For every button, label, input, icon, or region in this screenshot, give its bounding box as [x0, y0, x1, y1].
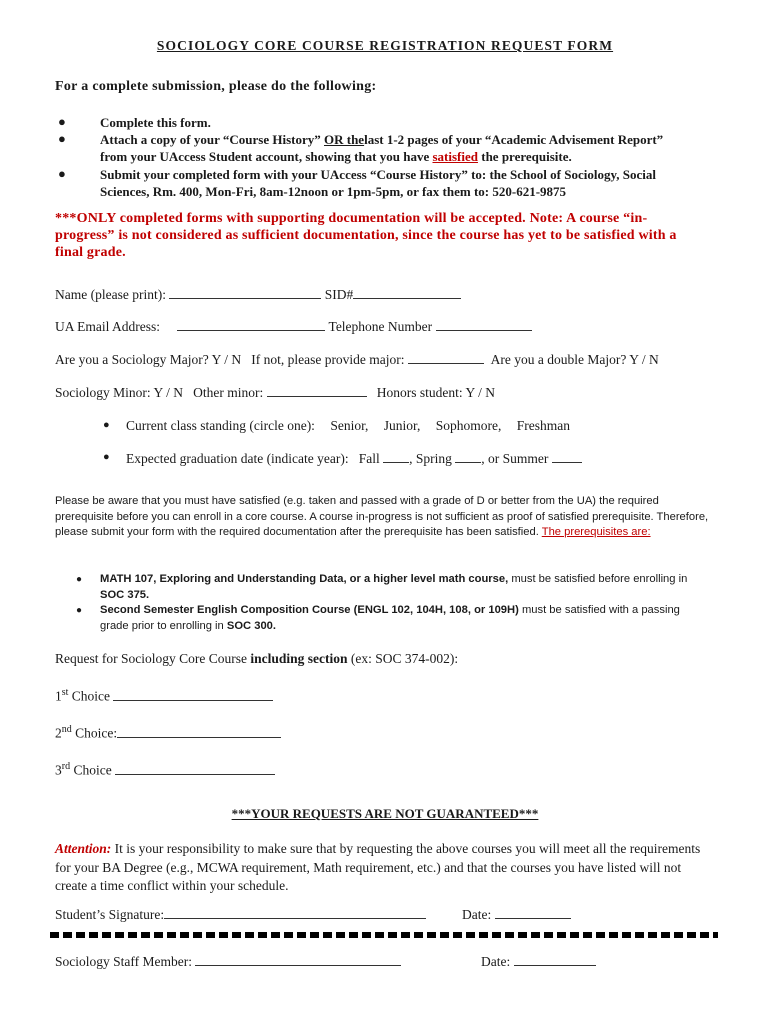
- step-3-line1: Submit your completed form with your UAccess “Course History” to: the School of Sociology, Social: [100, 167, 656, 182]
- standing-sophomore[interactable]: Sophomore,: [435, 418, 502, 433]
- step-2-text-b: last 1-2 pages of your “Academic Advisement Report”: [364, 132, 664, 147]
- intro-heading: For a complete submission, please do the following:: [55, 79, 377, 94]
- notice-red: The prerequisites are:: [541, 526, 651, 538]
- notice-text: Please be aware that you must have satisfied (e.g. taken and passed with a grade of D or better from the UA) the required prerequisite before you can enroll in a core course. A course in-progress is not sufficient as proof of satisfied prerequisite. Therefore, please submit your form with the required documentation after the prerequisite has been satisfied.: [55, 495, 709, 538]
- step-2-text: Attach a copy of your “Course History”: [100, 132, 324, 147]
- choice-2: [55, 724, 281, 742]
- step-2: [100, 131, 663, 165]
- other-major-field[interactable]: [408, 351, 484, 364]
- minor-question: Sociology Minor: Y / N: [55, 385, 183, 400]
- summer-label: , or Summer: [481, 451, 549, 466]
- choice-2-num: 2: [55, 725, 62, 741]
- staff-field[interactable]: [195, 953, 401, 966]
- step-2-line2-end: the prerequisite.: [477, 149, 572, 164]
- honors-question: Honors student: Y / N: [376, 385, 495, 400]
- choice-3: [55, 761, 275, 779]
- sid-label: SID#: [324, 287, 354, 302]
- student-signature-row: [55, 906, 426, 923]
- email-label: UA Email Address:: [55, 319, 160, 334]
- choice-1-num: 1: [55, 688, 62, 704]
- step-3-line2: Sciences, Rm. 400, Mon-Fri, 8am-12noon or 1pm-5pm, or fax them to: 520-621-9875: [100, 184, 567, 199]
- student-date-field[interactable]: [495, 906, 571, 919]
- attention-note: [55, 840, 715, 896]
- student-date-row: [462, 906, 571, 923]
- fall-label: Fall: [358, 451, 380, 466]
- summer-field[interactable]: [552, 450, 582, 463]
- grad-row: [126, 450, 582, 467]
- bullet-icon: ●: [76, 574, 83, 585]
- grad-label: Expected graduation date (indicate year):: [126, 451, 349, 466]
- phone-field[interactable]: [436, 318, 532, 331]
- not-guaranteed-notice: ***YOUR REQUESTS ARE NOT GUARANTEED***: [231, 806, 539, 821]
- name-field[interactable]: [169, 286, 321, 299]
- choice-3-sup: rd: [61, 761, 71, 772]
- step-2-line2: from your UAccess Student account, showing that you have: [100, 149, 433, 164]
- staff-row: [55, 953, 401, 970]
- request-text: Request for Sociology Core Course: [55, 651, 251, 666]
- phone-label: Telephone Number: [328, 319, 433, 334]
- prereq-english-soc: SOC 300.: [226, 619, 277, 632]
- sid-field[interactable]: [353, 286, 461, 299]
- request-example: (ex: SOC 374-002):: [347, 651, 459, 666]
- prereq-math-soc: SOC 375.: [100, 588, 150, 601]
- standing-freshman[interactable]: Freshman: [516, 418, 570, 433]
- warning-note: ***ONLY completed forms with supporting documentation will be accepted. Note: A course “in-progress” is not considered as sufficient documentation, since the course has yet to be satisfied with a final grade.: [55, 211, 677, 260]
- bullet-icon: ●: [76, 605, 83, 616]
- fall-field[interactable]: [383, 450, 409, 463]
- choice-3-num: 3: [55, 762, 62, 778]
- choice-2-sup: nd: [61, 724, 72, 735]
- choice-1-label: Choice: [68, 688, 111, 704]
- student-date-label: Date:: [462, 907, 492, 922]
- standing-row: [126, 418, 570, 434]
- choice-1-sup: st: [61, 687, 69, 698]
- bullet-icon: ●: [58, 114, 66, 129]
- minor-row: [55, 384, 495, 401]
- step-1: Complete this form.: [100, 115, 211, 130]
- standing-senior[interactable]: Senior,: [330, 418, 369, 433]
- choice-2-label: Choice:: [71, 725, 118, 741]
- other-major-label: If not, please provide major:: [251, 352, 405, 367]
- other-minor-field[interactable]: [267, 384, 367, 397]
- student-signature-label: Student’s Signature:: [55, 907, 165, 922]
- choice-3-label: Choice: [70, 762, 112, 778]
- step-2-satisfied: satisfied: [432, 149, 478, 164]
- major-row: [55, 351, 659, 368]
- attention-label: Attention:: [55, 841, 112, 856]
- prereq-english-line2: grade prior to enrolling in: [100, 619, 227, 632]
- request-bold: including section: [250, 651, 348, 666]
- name-row: [55, 286, 461, 303]
- prereq-english-rest: must be satisfied with a passing: [518, 604, 680, 616]
- prereq-english-bold: Second Semester English Composition Course (ENGL 102, 104H, 108, or 109H): [100, 604, 519, 616]
- choice-1-field[interactable]: [113, 688, 273, 701]
- staff-date-label: Date:: [481, 954, 511, 969]
- email-field[interactable]: [177, 318, 325, 331]
- bullet-icon: ●: [58, 131, 66, 146]
- spring-field[interactable]: [455, 450, 481, 463]
- standing-label: Current class standing (circle one):: [126, 418, 315, 433]
- bullet-icon: ●: [58, 166, 66, 181]
- spring-label: , Spring: [409, 451, 452, 466]
- prerequisite-notice: [55, 494, 715, 541]
- form-title: SOCIOLOGY CORE COURSE REGISTRATION REQUEST FORM: [156, 38, 614, 53]
- prereq-math-rest: must be satisfied before enrolling in: [508, 573, 688, 585]
- step-2-or: OR the: [324, 132, 365, 147]
- choice-3-field[interactable]: [115, 762, 275, 775]
- standing-junior[interactable]: Junior,: [383, 418, 421, 433]
- prereq-math: [100, 572, 687, 603]
- choice-2-field[interactable]: [117, 725, 281, 738]
- other-minor-label: Other minor:: [193, 385, 264, 400]
- email-row: [55, 318, 532, 335]
- double-major-question: Are you a double Major? Y / N: [490, 352, 659, 367]
- bullet-icon: ●: [103, 419, 110, 431]
- staff-date-field[interactable]: [514, 953, 596, 966]
- staff-label: Sociology Staff Member:: [55, 954, 192, 969]
- choice-1: [55, 687, 273, 705]
- request-heading: [55, 651, 458, 667]
- staff-date-row: [481, 953, 596, 970]
- major-question: Are you a Sociology Major? Y / N: [55, 352, 242, 367]
- prereq-english: [100, 603, 680, 634]
- bullet-icon: ●: [103, 451, 110, 463]
- student-signature-field[interactable]: [164, 906, 426, 919]
- prereq-math-bold: MATH 107, Exploring and Understanding Data, or a higher level math course,: [100, 573, 509, 585]
- attention-text: It is your responsibility to make sure that by requesting the above courses you will meet all the requirements for your BA Degree (e.g., MCWA requirement, Math requirement, etc.) and that the courses you have listed will not create a time conflict within your schedule.: [55, 841, 701, 893]
- divider: [50, 932, 718, 938]
- name-label: Name (please print):: [55, 287, 166, 302]
- step-3: [100, 166, 656, 200]
